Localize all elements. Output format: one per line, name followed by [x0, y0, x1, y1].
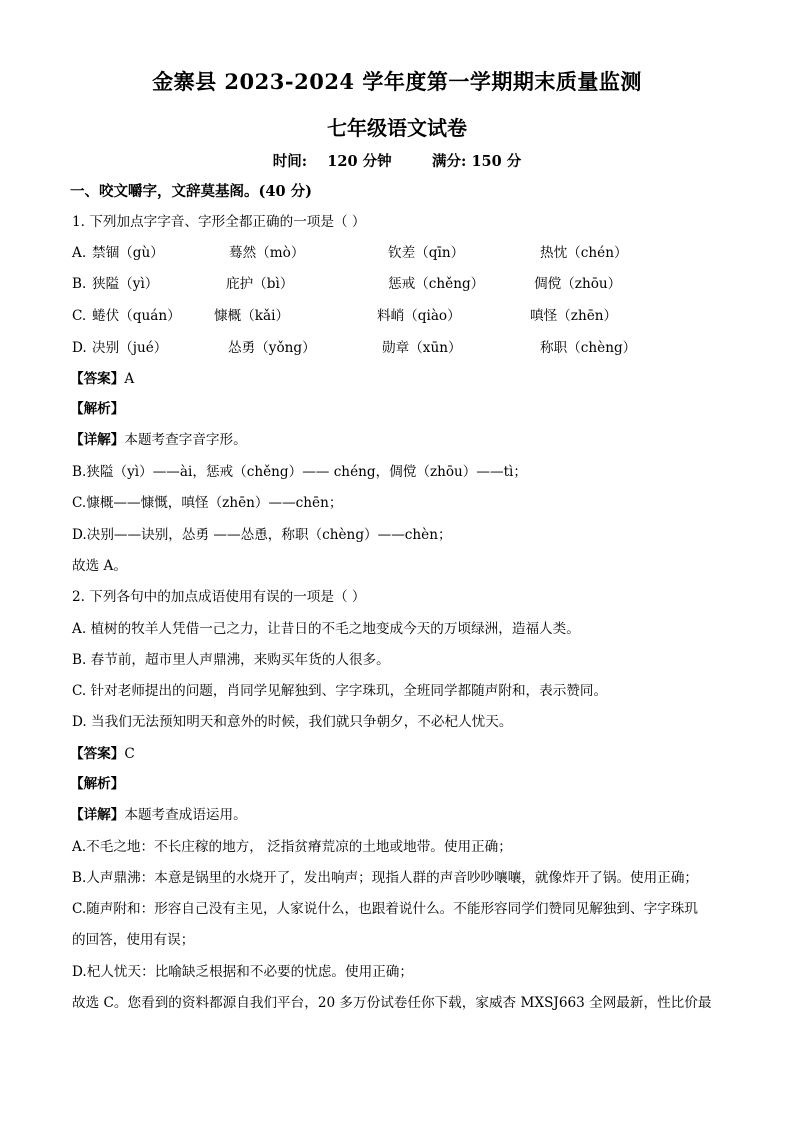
section-heading: 一、咬文嚼字，文辞莫基阁。(40 分): [70, 183, 312, 200]
q1-conclusion: 故选 A。: [72, 558, 127, 574]
q2-detail-tag: 【详解】: [70, 807, 125, 823]
q1-answer-tag: 【答案】: [70, 371, 125, 387]
q1-note-b: B.狭隘（yì）——ài，惩戒（chěng）—— chéng，倜傥（zhōu）——tì；: [72, 464, 527, 480]
q1-detail: [70, 430, 247, 450]
time-label: 时间:: [272, 153, 308, 170]
q1-row-d-item-3: 勋章（xūn）: [382, 340, 462, 356]
q1-detail-tag: 【详解】: [70, 432, 125, 448]
q1-row-c-item-1: 蜷伏（quán）: [92, 308, 181, 324]
q2-note-a: A.不毛之地：不长庄稼的地方， 泛指贫瘠荒凉的土地或地带。使用正确；: [72, 839, 512, 855]
q2-answer-value: C: [124, 746, 135, 762]
q2-option-c: C. 针对老师提出的问题，肖同学见解独到、字字珠玑，全班同学都随声附和，表示赞同。: [72, 683, 608, 699]
q1-row-d-item-1: 决别（jué）: [92, 340, 168, 356]
exam-meta: [0, 150, 794, 171]
q2-note-c: C.随声附和：形容自己没有主见，人家说什么，也跟着说什么。不能形容同学们赞同见解独到、字字珠玑: [72, 901, 698, 917]
q1-row-b-item-2: 庇护（bì）: [226, 276, 294, 292]
q2-detail: [70, 805, 247, 825]
q2-detail-text: 本题考查成语运用。: [124, 807, 247, 823]
q1-row-a-label: A.: [72, 245, 87, 261]
q1-row-c-item-4: 嗔怪（zhēn）: [530, 308, 618, 324]
q2-option-a: A. 植树的牧羊人凭借一己之力，让昔日的不毛之地变成今天的万顷绿洲，造福人类。: [72, 621, 580, 637]
q2-option-b: B. 春节前，超市里人声鼎沸，来购买年货的人很多。: [72, 652, 390, 668]
q2-note-c-cont: 的回答，使用有误；: [72, 932, 195, 948]
q1-row-a-item-2: 蓦然（mò）: [229, 245, 305, 261]
q1-row-b-item-4: 倜傥（zhōu）: [534, 276, 622, 292]
q2-conclusion: 故选 C。您看到的资料都源自我们平台，20 多万份试卷任你下载，家威杏 MXSJ663 全网最新，性比价最: [72, 995, 712, 1011]
exam-title: 金寨县 2023-2024 学年度第一学期期末质量监测: [152, 69, 642, 94]
q1-answer: [70, 369, 134, 389]
q1-note-c: C.慷概——慷慨，嗔怪（zhēn）——chēn；: [72, 495, 343, 511]
q1-row-a-item-1: 禁锢（gù）: [92, 245, 164, 261]
q1-row-a-item-3: 钦差（qīn）: [388, 245, 465, 261]
q1-detail-text: 本题考查字音字形。: [124, 432, 247, 448]
q1-answer-value: A: [124, 371, 135, 387]
q2-answer-tag: 【答案】: [70, 746, 125, 762]
exam-subtitle: 七年级语文试卷: [327, 116, 467, 140]
time-value: 120 分钟: [327, 153, 392, 170]
q2-note-d: D.杞人忧天：比喻缺乏根据和不必要的忧虑。使用正确；: [72, 964, 413, 980]
q2-stem: 2. 下列各句中的加点成语使用有误的一项是（ ）: [72, 589, 366, 605]
q2-answer: [70, 744, 135, 764]
q2-option-d: D. 当我们无法预知明天和意外的时候，我们就只争朝夕，不必杞人忧天。: [72, 714, 513, 730]
score-label: 满分:: [432, 153, 467, 170]
q1-row-b-item-1: 狭隘（yì）: [92, 276, 159, 292]
q1-note-d: D.决别——诀别，怂勇 ——怂恿，称职（chèng）——chèn；: [72, 527, 452, 543]
q1-row-b-label: B.: [72, 276, 87, 292]
q1-analysis-tag: 【解析】: [70, 401, 125, 417]
q1-row-d-item-4: 称职（chèng）: [540, 340, 637, 356]
q1-row-c-item-3: 料峭（qiào）: [377, 308, 461, 324]
q1-row-a-item-4: 热忱（chén）: [540, 245, 628, 261]
q1-row-d-label: D.: [72, 340, 87, 356]
q1-row-c-item-2: 慷概（kǎi）: [214, 308, 290, 324]
q2-analysis-tag: 【解析】: [70, 776, 125, 792]
score-value: 150 分: [471, 153, 522, 170]
q2-note-b: B.人声鼎沸：本意是锅里的水烧开了，发出响声；现指人群的声音吵吵嚷嚷，就像炸开了锅。使用正确；: [72, 870, 699, 886]
q1-row-b-item-3: 惩戒（chěng）: [388, 276, 485, 292]
q1-stem: 1. 下列加点字字音、字形全都正确的一项是（ ）: [72, 214, 366, 230]
q1-row-d-item-2: 怂勇（yǒng）: [228, 340, 316, 356]
q1-row-c-label: C.: [72, 308, 87, 324]
